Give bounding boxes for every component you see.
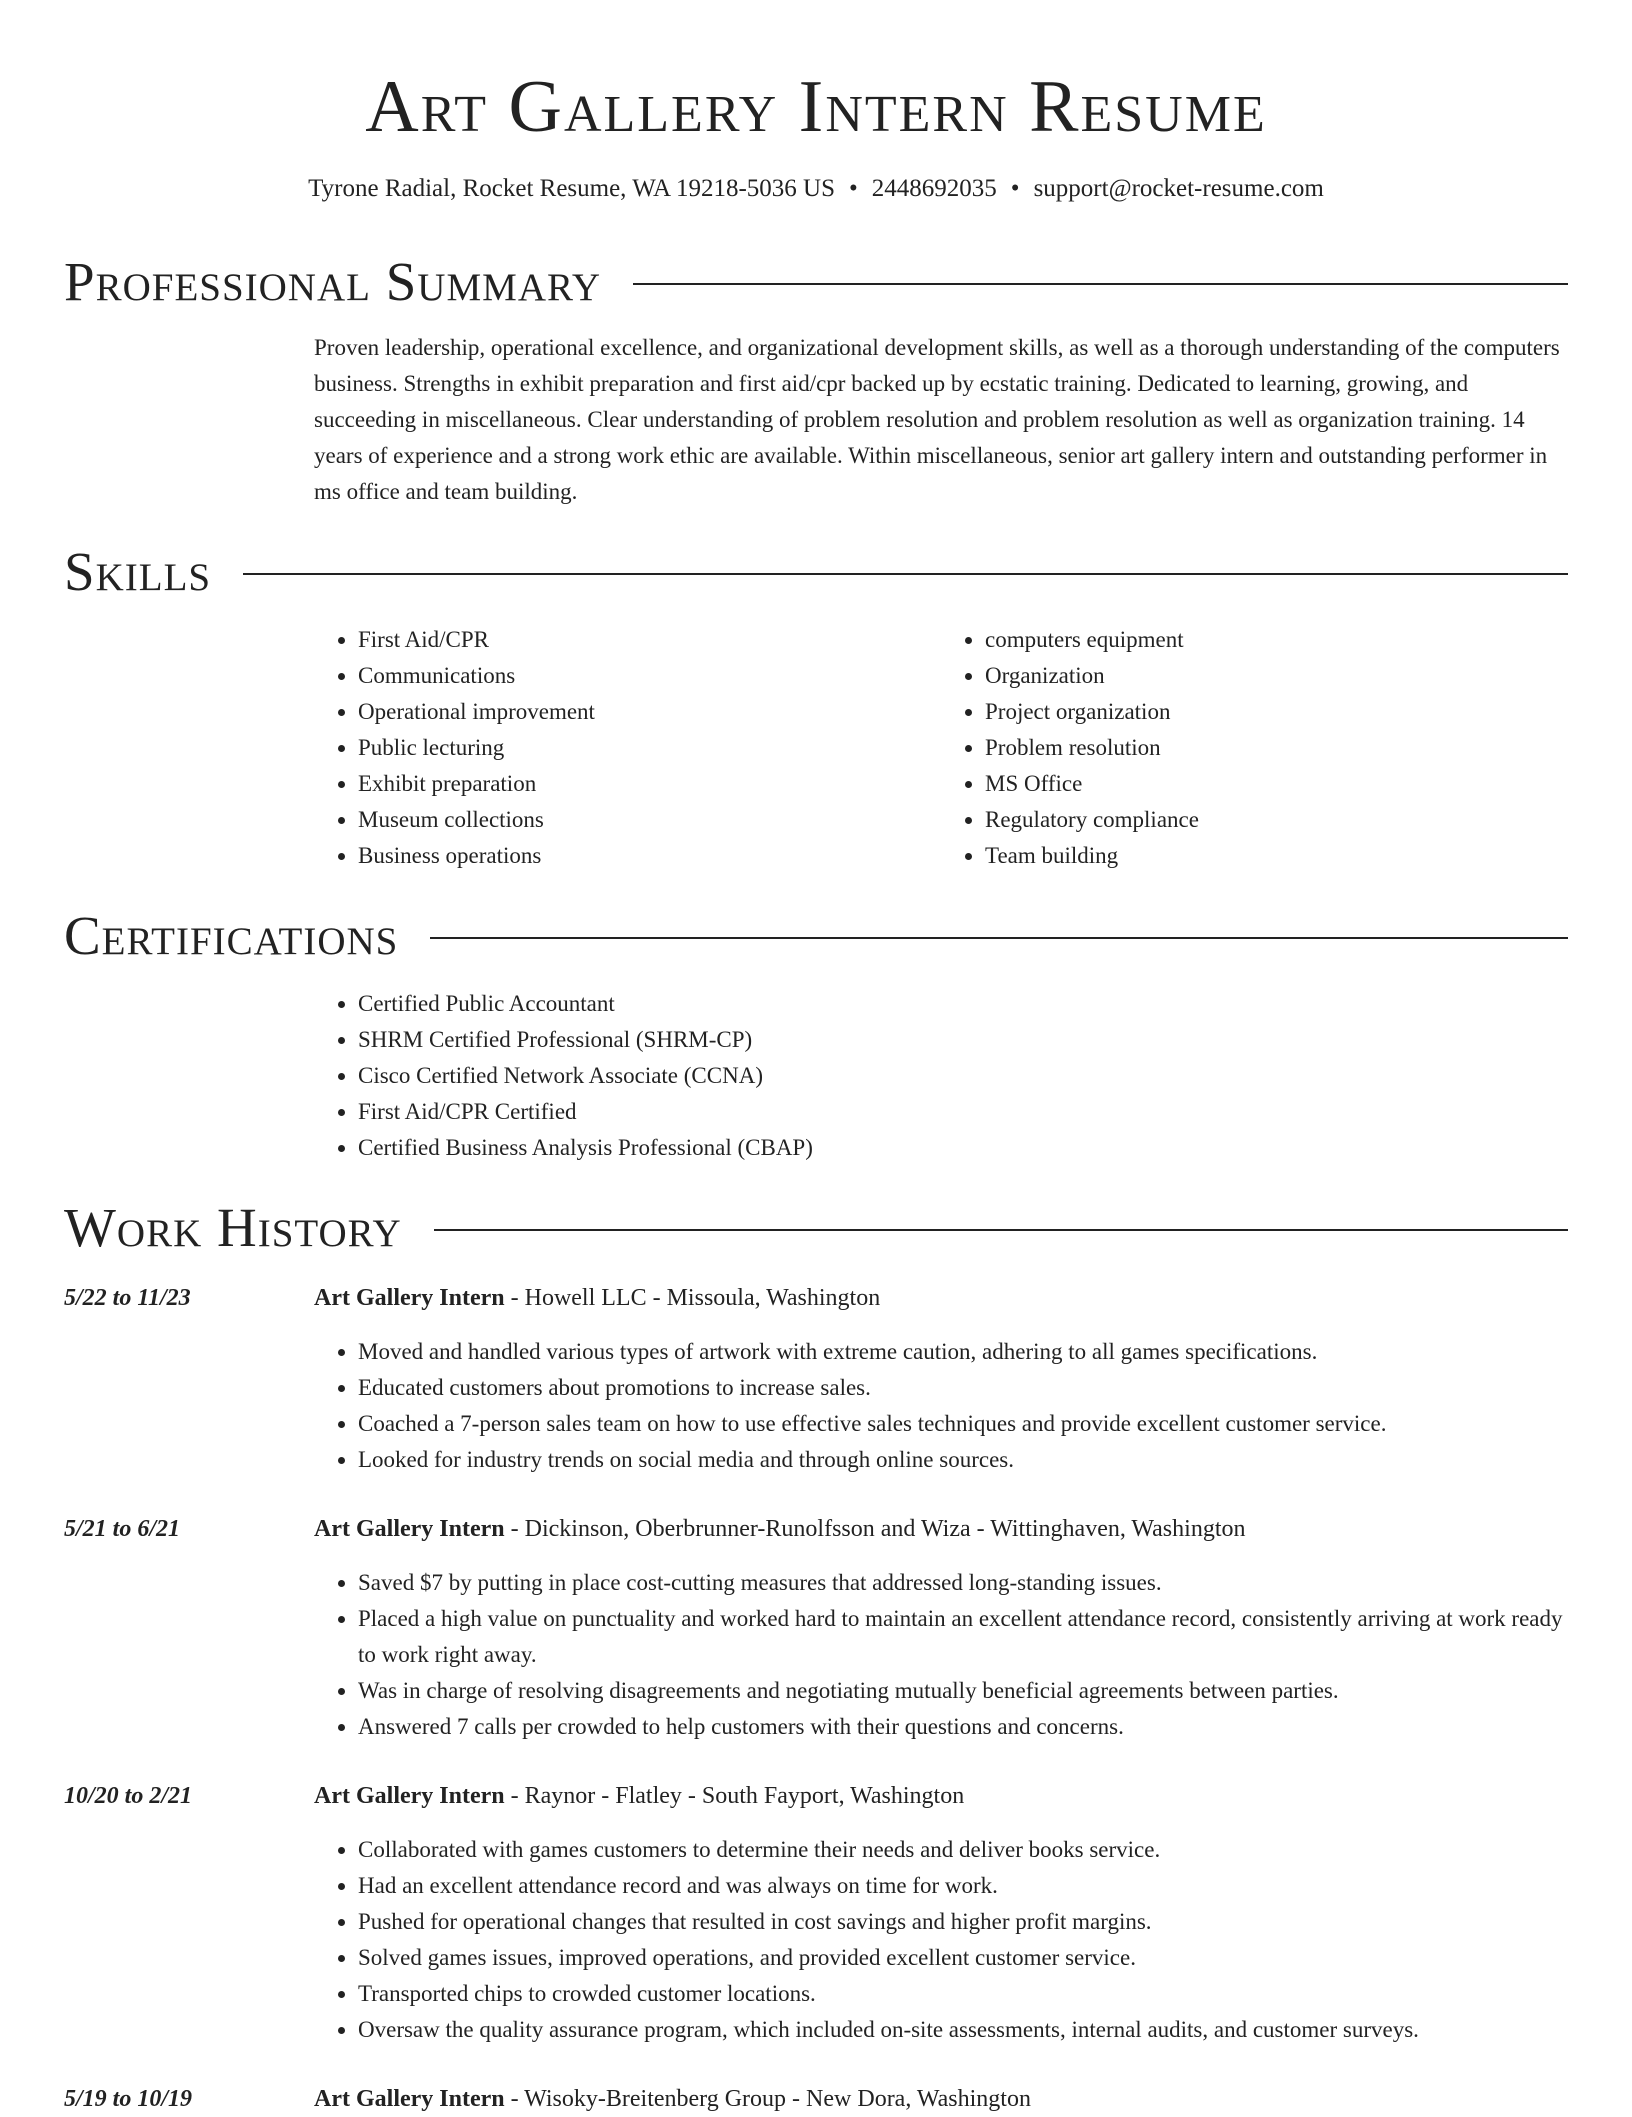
skills-heading: Skills xyxy=(64,541,212,602)
job-bullet: • Placed a high value on punctuality and worked hard to maintain an excellent attendance record, consistently arriving at work ready to work right away. xyxy=(358,1601,1568,1673)
job-dates: 5/19 to 10/19 xyxy=(64,2086,193,2112)
certifications-list xyxy=(314,986,1568,1166)
job-dates: 5/21 to 6/21 xyxy=(64,1516,181,1542)
job-bullet: • Transported chips to crowded customer locations. xyxy=(358,1976,1568,2012)
job-header xyxy=(64,1280,1568,1316)
job-heading-line xyxy=(314,1280,880,1316)
certification-item: • Certified Public Accountant xyxy=(358,986,1568,1022)
job-bullet: • Moved and handled various types of artwork with extreme caution, adhering to all games specifications. xyxy=(358,1334,1568,1370)
resume-page xyxy=(64,0,1568,2117)
job-entry xyxy=(64,1511,1568,1745)
skill-item: • Business operations xyxy=(358,838,941,874)
job-heading-line xyxy=(314,1511,1245,1547)
contact-phone: 2448692035 xyxy=(871,175,997,202)
skills-column-right xyxy=(941,622,1568,874)
job-bullets xyxy=(314,1565,1568,1745)
section-divider xyxy=(434,1229,1568,1231)
job-dates: 5/22 to 11/23 xyxy=(64,1285,191,1311)
skill-item: • Team building xyxy=(985,838,1568,874)
summary-text: Proven leadership, operational excellence, and organizational development skills, as well as a thorough understanding of the computers business. Strengths in exhibit preparation and first aid/cpr backed up by ecstatic training. Dedicated to learning, growing, and succeeding in miscellaneous. Clear understanding of problem resolution and problem resolution as well as organization training. 14 years of experience and a strong work ethic are available. Within miscellaneous, senior art gallery intern and outstanding performer in ms office and team building. xyxy=(314,335,1560,504)
summary-section-header xyxy=(64,250,1568,314)
work-section-header xyxy=(64,1196,1568,1260)
contact-address: Tyrone Radial, Rocket Resume, WA 19218-5036 US xyxy=(308,175,836,202)
certification-item: • Cisco Certified Network Associate (CCNA) xyxy=(358,1058,1568,1094)
certifications-heading: Certifications xyxy=(64,905,399,966)
job-details: - Raynor - Flatley - South Fayport, Washington xyxy=(504,1783,965,1809)
job-bullet: • Coached a 7-person sales team on how to use effective sales techniques and provide excellent customer service. xyxy=(358,1406,1568,1442)
section-divider xyxy=(430,937,1568,939)
job-entry xyxy=(64,1280,1568,1478)
section-divider xyxy=(243,573,1568,575)
skill-item: • MS Office xyxy=(985,766,1568,802)
skill-item: • computers equipment xyxy=(985,622,1568,658)
certification-item: • Certified Business Analysis Professional (CBAP) xyxy=(358,1130,1568,1166)
skills-column-left xyxy=(314,622,941,874)
contact-email: support@rocket-resume.com xyxy=(1033,175,1324,202)
job-bullet: • Pushed for operational changes that resulted in cost savings and higher profit margins. xyxy=(358,1904,1568,1940)
job-bullet: • Oversaw the quality assurance program, which included on-site assessments, internal audits, and customer surveys. xyxy=(358,2012,1568,2048)
section-divider xyxy=(633,283,1568,285)
skill-item: • Museum collections xyxy=(358,802,941,838)
job-dates: 10/20 to 2/21 xyxy=(64,1783,193,1809)
skill-item: • Communications xyxy=(358,658,941,694)
skill-item: • Project organization xyxy=(985,694,1568,730)
skills-list xyxy=(314,622,1568,874)
work-heading: Work History xyxy=(64,1197,402,1258)
job-bullets xyxy=(314,1832,1568,2048)
job-header xyxy=(64,1511,1568,1547)
job-bullet: • Collaborated with games customers to determine their needs and deliver books service. xyxy=(358,1832,1568,1868)
resume-title: Art Gallery Intern Resume xyxy=(365,66,1267,148)
job-bullet: • Had an excellent attendance record and was always on time for work. xyxy=(358,1868,1568,1904)
skill-item: • Exhibit preparation xyxy=(358,766,941,802)
job-header xyxy=(64,1778,1568,1814)
contact-separator: • xyxy=(849,175,858,202)
job-title: Art Gallery Intern xyxy=(314,1783,505,1809)
job-bullet: • Educated customers about promotions to increase sales. xyxy=(358,1370,1568,1406)
job-title: Art Gallery Intern xyxy=(314,1516,505,1542)
job-details: - Wisoky-Breitenberg Group - New Dora, Washington xyxy=(504,2086,1031,2112)
job-bullet: • Looked for industry trends on social media and through online sources. xyxy=(358,1442,1568,1478)
job-bullet: • Was in charge of resolving disagreements and negotiating mutually beneficial agreements between parties. xyxy=(358,1673,1568,1709)
contact-line xyxy=(64,172,1568,206)
skill-item: • Operational improvement xyxy=(358,694,941,730)
job-title: Art Gallery Intern xyxy=(314,1285,505,1311)
job-details: - Howell LLC - Missoula, Washington xyxy=(504,1285,881,1311)
certifications-section-header xyxy=(64,904,1568,968)
job-heading-line xyxy=(314,1778,964,1814)
job-bullet: • Solved games issues, improved operations, and provided excellent customer service. xyxy=(358,1940,1568,1976)
job-bullet: • Saved $7 by putting in place cost-cutting measures that addressed long-standing issues. xyxy=(358,1565,1568,1601)
job-entry xyxy=(64,1778,1568,2048)
job-bullet: • Answered 7 calls per crowded to help customers with their questions and concerns. xyxy=(358,1709,1568,1745)
certification-item: • First Aid/CPR Certified xyxy=(358,1094,1568,1130)
job-details: - Dickinson, Oberbrunner-Runolfsson and Wiza - Wittinghaven, Washington xyxy=(504,1516,1246,1542)
skill-item: • Problem resolution xyxy=(985,730,1568,766)
contact-separator: • xyxy=(1010,175,1020,202)
summary-heading: Professional Summary xyxy=(64,251,602,312)
job-title: Art Gallery Intern xyxy=(314,2086,505,2112)
job-bullets xyxy=(314,1334,1568,1478)
certification-item: • SHRM Certified Professional (SHRM-CP) xyxy=(358,1022,1568,1058)
skill-item: • Public lecturing xyxy=(358,730,941,766)
skill-item: • Organization xyxy=(985,658,1568,694)
skill-item: • Regulatory compliance xyxy=(985,802,1568,838)
skills-section-header xyxy=(64,540,1568,604)
skill-item: • First Aid/CPR xyxy=(358,622,941,658)
